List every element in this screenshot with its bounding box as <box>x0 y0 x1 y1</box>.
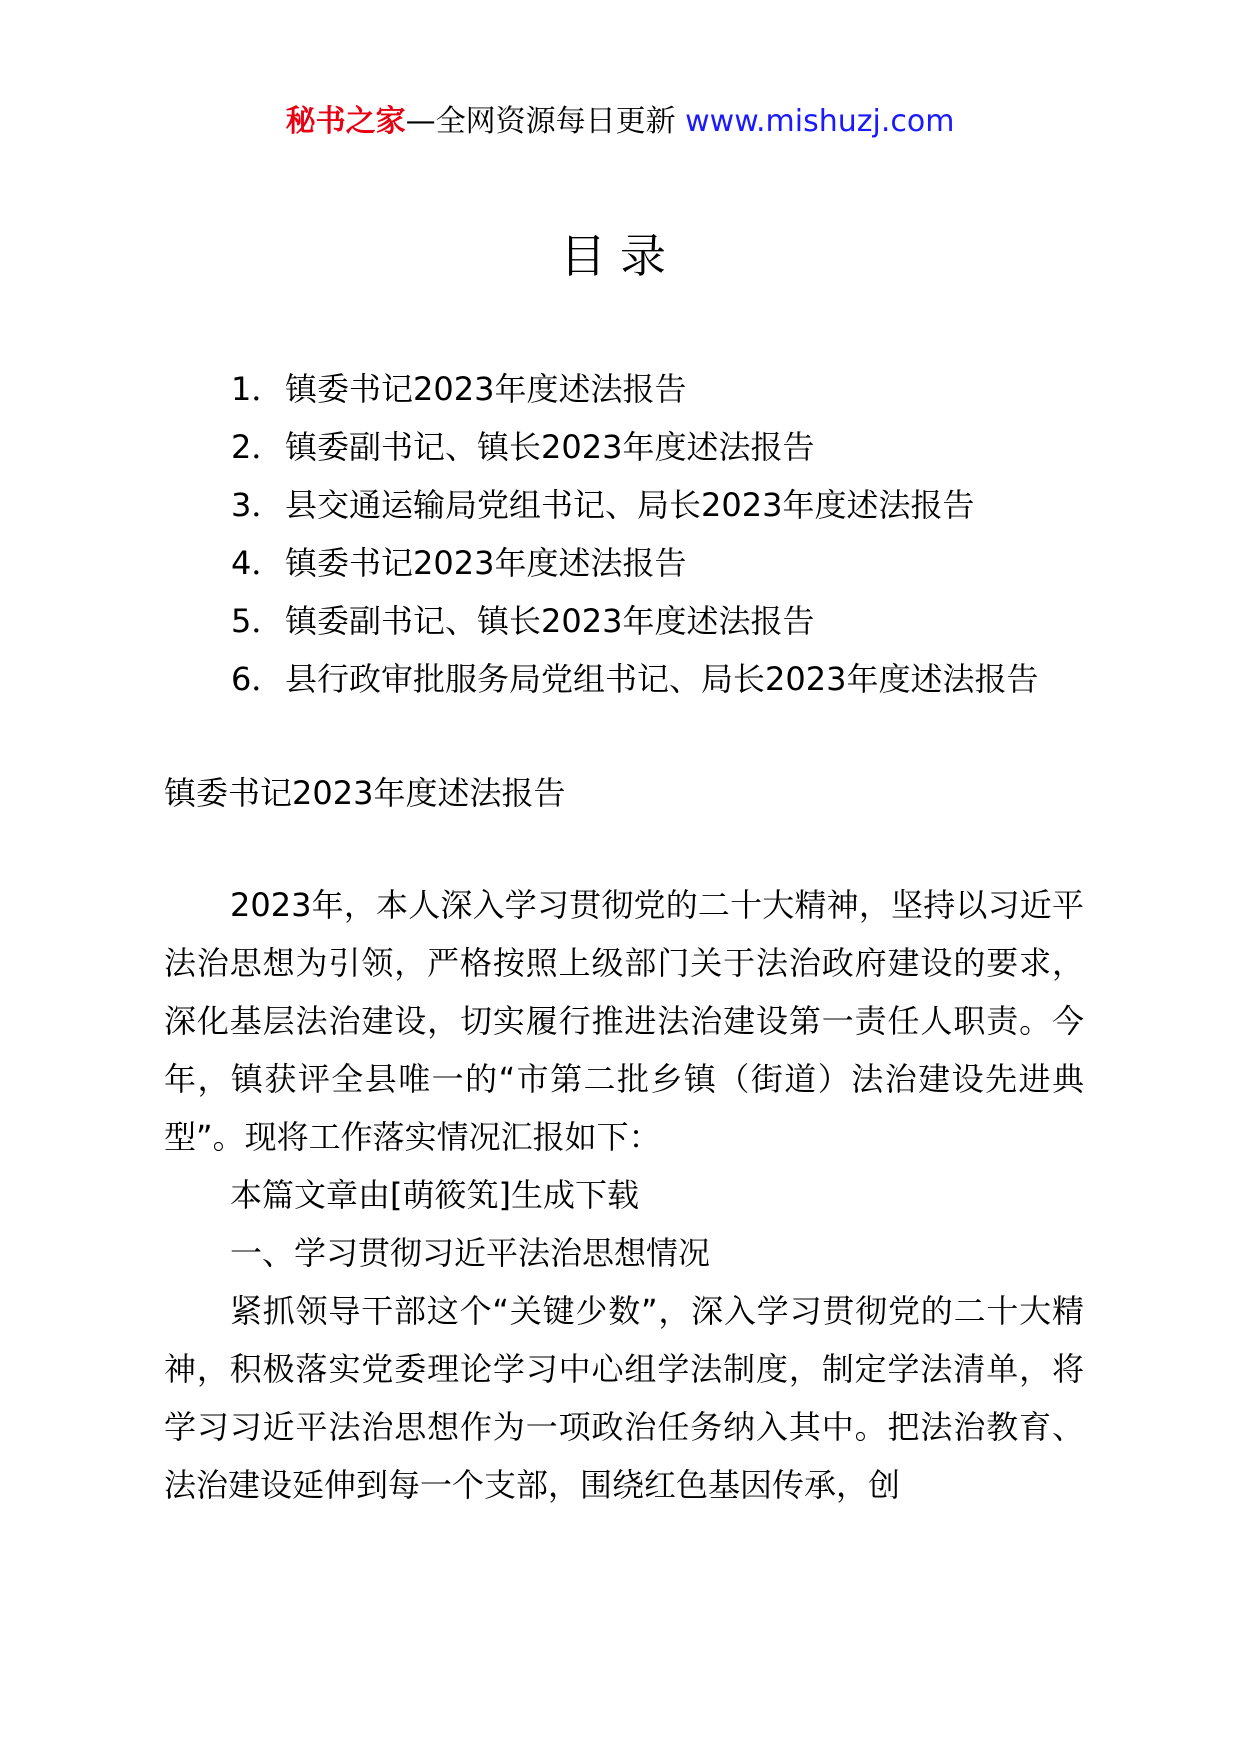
toc-title: 目录 <box>560 229 680 283</box>
paragraph-intro: 2023年，本人深入学习贯彻党的二十大精神，坚持以习近平法治思想为引领，严格按照上级部门关于法治政府建设的要求，深化基层法治建设，切实履行推进法治建设第一责任人职责。今年，镇获评全县唯一的“市第二批乡镇（街道）法治建设先进典型”。现将工作落实情况汇报如下： <box>164 886 1084 1156</box>
toc-item-label: 镇委书记2023年度述法报告 <box>285 544 687 582</box>
toc-item-number: 3． <box>231 486 284 524</box>
table-of-contents <box>231 360 1038 708</box>
site-header <box>0 100 1240 144</box>
toc-item-number: 4． <box>231 544 284 582</box>
brand-name: 秘书之家 <box>285 104 406 139</box>
toc-item-3[interactable] <box>231 476 1038 534</box>
toc-item-number: 5． <box>231 602 284 640</box>
document-title: 镇委书记2023年度述法报告 <box>164 774 566 812</box>
section-heading-1: 一、学习贯彻习近平法治思想情况 <box>230 1234 711 1272</box>
paragraph-section-1: 紧抓领导干部这个“关键少数”，深入学习贯彻党的二十大精神，积极落实党委理论学习中心组学法制度，制定学法清单，将学习习近平法治思想作为一项政治任务纳入其中。把法治教育、法治建设延伸到每一个支部，围绕红色基因传承，创 <box>164 1292 1084 1504</box>
toc-item-number: 2． <box>231 428 284 466</box>
toc-item-label: 县交通运输局党组书记、局长2023年度述法报告 <box>285 486 975 524</box>
toc-item-1[interactable] <box>231 360 1038 418</box>
site-url-link[interactable]: www.mishuzj.com <box>685 104 955 139</box>
toc-item-label: 镇委副书记、镇长2023年度述法报告 <box>285 428 815 466</box>
toc-item-label: 县行政审批服务局党组书记、局长2023年度述法报告 <box>285 660 1039 698</box>
toc-item-number: 6． <box>231 660 284 698</box>
toc-item-2[interactable] <box>231 418 1038 476</box>
toc-item-4[interactable] <box>231 534 1038 592</box>
toc-item-number: 1． <box>231 370 284 408</box>
document-body <box>164 876 1084 1514</box>
header-tagline: —全网资源每日更新 <box>405 104 686 139</box>
toc-item-5[interactable] <box>231 592 1038 650</box>
toc-item-label: 镇委副书记、镇长2023年度述法报告 <box>285 602 815 640</box>
toc-item-6[interactable] <box>231 650 1038 708</box>
toc-item-label: 镇委书记2023年度述法报告 <box>285 370 687 408</box>
paragraph-source-note: 本篇文章由[萌筱笂]生成下载 <box>230 1176 639 1214</box>
